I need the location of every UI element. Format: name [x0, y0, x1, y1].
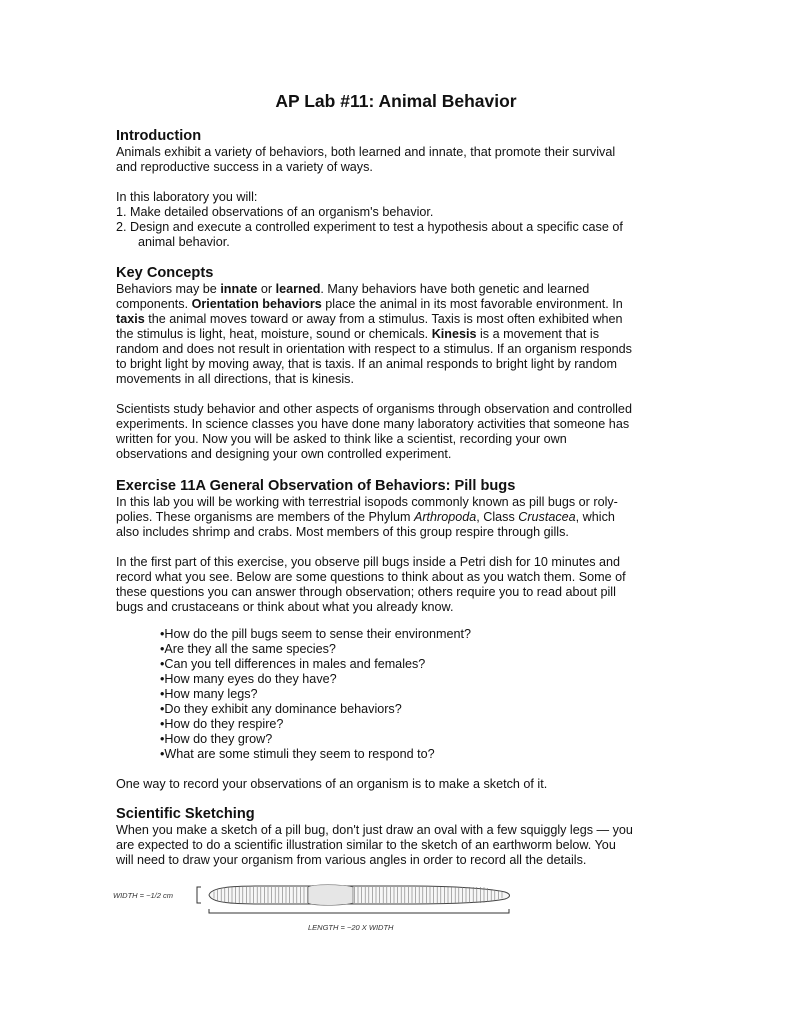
key-text-line: written for you. Now you will be asked to think like a scientist, recording your own [116, 432, 567, 446]
worm-clitellum [308, 885, 353, 906]
key-text-line: experiments. In science classes you have done many laboratory activities that someone has [116, 417, 630, 431]
worm-body [209, 886, 510, 904]
key-text-line: components. Orientation behaviors place the animal in its most favorable environment. In [116, 297, 623, 311]
question-item: •How do they respire? [160, 717, 284, 731]
intro-list-lead: In this laboratory you will: [116, 190, 258, 204]
key-text-line: movements in all directions, that is kinesis. [116, 372, 354, 386]
term-arthropoda: Arthropoda [413, 510, 477, 524]
width-bracket [197, 887, 201, 903]
sketching-text-line: are expected to do a scientific illustration similar to the sketch of an earthworm below. You [116, 838, 616, 852]
length-bracket [209, 909, 509, 913]
question-item: •Can you tell differences in males and females? [160, 657, 426, 671]
width-label: WIDTH = ~1/2 cm [113, 891, 174, 900]
key-text-line: Scientists study behavior and other aspects of organisms through observation and controlled [116, 402, 632, 416]
earthworm-sketch [113, 876, 523, 936]
key-text-line: the stimulus is light, heat, moisture, sound or chemicals. Kinesis is a movement that is [116, 327, 599, 341]
intro-list-item: 1. Make detailed observations of an organism's behavior. [116, 205, 434, 219]
question-item: •Are they all the same species? [160, 642, 336, 656]
question-item: •What are some stimuli they seem to respond to? [160, 747, 435, 761]
exercise-text-line: record what you see. Below are some questions to think about as you watch them. Some of [116, 570, 626, 584]
question-item: •How do the pill bugs seem to sense their environment? [160, 627, 472, 641]
term-taxis: taxis [116, 312, 145, 326]
page-title: AP Lab #11: Animal Behavior [275, 91, 517, 111]
sketching-text-line: will need to draw your organism from various angles in order to record all the details. [116, 853, 587, 867]
term-crustacea: Crustacea [518, 510, 576, 524]
key-text-line: random and does not result in orientation with respect to a stimulus. If an organism responds [116, 342, 632, 356]
question-item: •How many legs? [160, 687, 258, 701]
intro-list-item: 2. Design and execute a controlled experiment to test a hypothesis about a specific case of [116, 220, 623, 234]
key-text-line: to bright light by moving away, that is taxis. If an animal responds to bright light by random [116, 357, 617, 371]
key-text-line: Behaviors may be innate or learned. Many behaviors have both genetic and learned [116, 282, 590, 296]
introduction-section [116, 128, 656, 250]
question-item: •How do they grow? [160, 732, 273, 746]
worm-segments [214, 887, 502, 903]
term-orientation: Orientation behaviors [191, 297, 322, 311]
exercise-section [116, 478, 656, 615]
introduction-heading: Introduction [116, 128, 202, 144]
key-text-line: taxis the animal moves toward or away from a stimulus. Taxis is most often exhibited when [116, 312, 623, 326]
exercise-text-line: bugs and crustaceans or think about what you already know. [116, 600, 454, 614]
exercise-text-line: these questions you can answer through observation; others require you to read about pill [116, 585, 616, 599]
intro-list-item-cont: animal behavior. [138, 235, 230, 249]
closing-text: One way to record your observations of an organism is to make a sketch of it. [116, 777, 548, 791]
sketching-text-line: When you make a sketch of a pill bug, don't just draw an oval with a few squiggly legs — you [116, 823, 633, 837]
exercise-text-line: In this lab you will be working with terrestrial isopods commonly known as pill bugs or roly- [116, 495, 618, 509]
length-label: LENGTH = ~20 X WIDTH [308, 923, 394, 932]
key-concepts-section [116, 265, 656, 462]
sketching-section [116, 806, 656, 868]
term-kinesis: Kinesis [431, 327, 477, 341]
exercise-heading: Exercise 11A General Observation of Behaviors: Pill bugs [116, 478, 516, 494]
question-list [160, 627, 471, 762]
exercise-text-line: In the first part of this exercise, you observe pill bugs inside a Petri dish for 10 minutes and [116, 555, 621, 569]
key-concepts-heading: Key Concepts [116, 265, 214, 281]
key-text-line: observations and designing your own controlled experiment. [116, 447, 452, 461]
question-item: •Do they exhibit any dominance behaviors? [160, 702, 402, 716]
intro-text-line: and reproductive success in a variety of ways. [116, 160, 373, 174]
intro-text-line: Animals exhibit a variety of behaviors, both learned and innate, that promote their survival [116, 145, 616, 159]
exercise-text-line: also includes shrimp and crabs. Most members of this group respire through gills. [116, 525, 569, 539]
question-item: •How many eyes do they have? [160, 672, 337, 686]
exercise-text-line: polies. These organisms are members of the Phylum Arthropoda, Class Crustacea, which [116, 510, 615, 524]
term-learned: learned [275, 282, 321, 296]
sketching-heading: Scientific Sketching [116, 806, 255, 822]
term-innate: innate [220, 282, 258, 296]
